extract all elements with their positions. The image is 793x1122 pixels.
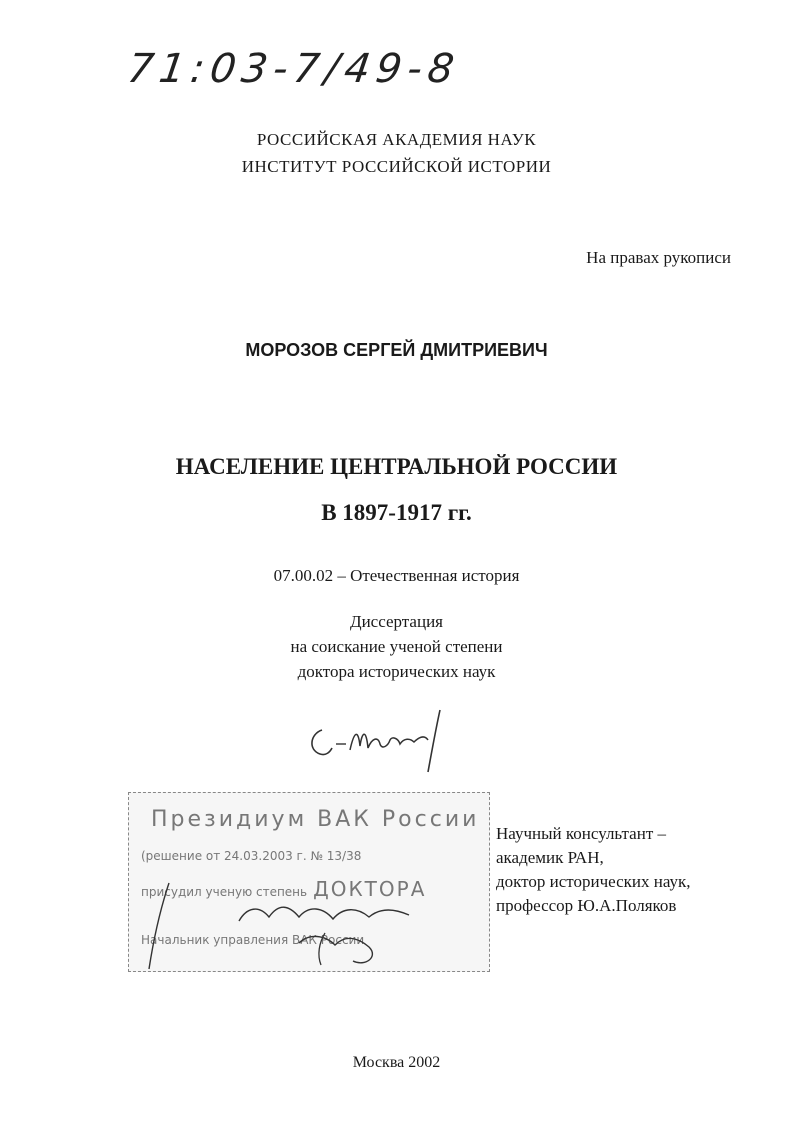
rights-note: На правах рукописи: [586, 248, 731, 267]
manuscript-number: 71:03-7/49-8: [124, 46, 463, 92]
title-line-2: В 1897-1917 гг.: [321, 500, 472, 525]
stamp-handwriting: [129, 793, 489, 971]
consultant-line-4: профессор Ю.А.Поляков: [496, 896, 677, 915]
consultant-line-1: Научный консультант –: [496, 824, 666, 843]
title-line-1: НАСЕЛЕНИЕ ЦЕНТРАЛЬНОЙ РОССИИ: [175, 454, 618, 479]
dissertation-line-3: доктора исторических наук: [297, 662, 496, 681]
stamp-line-1: Президиум ВАК России: [151, 807, 480, 832]
city-year: Москва 2002: [352, 1054, 441, 1071]
stamp-degree: ДОКТОРА: [313, 877, 427, 901]
consultant-line-2: академик РАН,: [496, 848, 604, 867]
organization-line-1: РОССИЙСКАЯ АКАДЕМИЯ НАУК: [256, 130, 537, 149]
author-name: МОРОЗОВ СЕРГЕЙ ДМИТРИЕВИЧ: [245, 340, 548, 360]
dissertation-line-2: на соискание ученой степени: [290, 637, 503, 656]
specialty-code: 07.00.02 – Отечественная история: [273, 566, 520, 585]
stamp-line-4: Начальник управления ВАК России: [141, 933, 365, 947]
stamp-line-2: (решение от 24.03.2003 г. № 13/38: [141, 849, 362, 863]
vak-stamp: [128, 792, 490, 972]
consultant-line-3: доктор исторических наук,: [496, 872, 691, 891]
stamp-line-3-prefix: присудил ученую степень: [141, 885, 308, 899]
organization-line-2: ИНСТИТУТ РОССИЙСКОЙ ИСТОРИИ: [241, 157, 552, 176]
author-signature: [300, 698, 460, 778]
dissertation-line-1: Диссертация: [349, 612, 443, 631]
